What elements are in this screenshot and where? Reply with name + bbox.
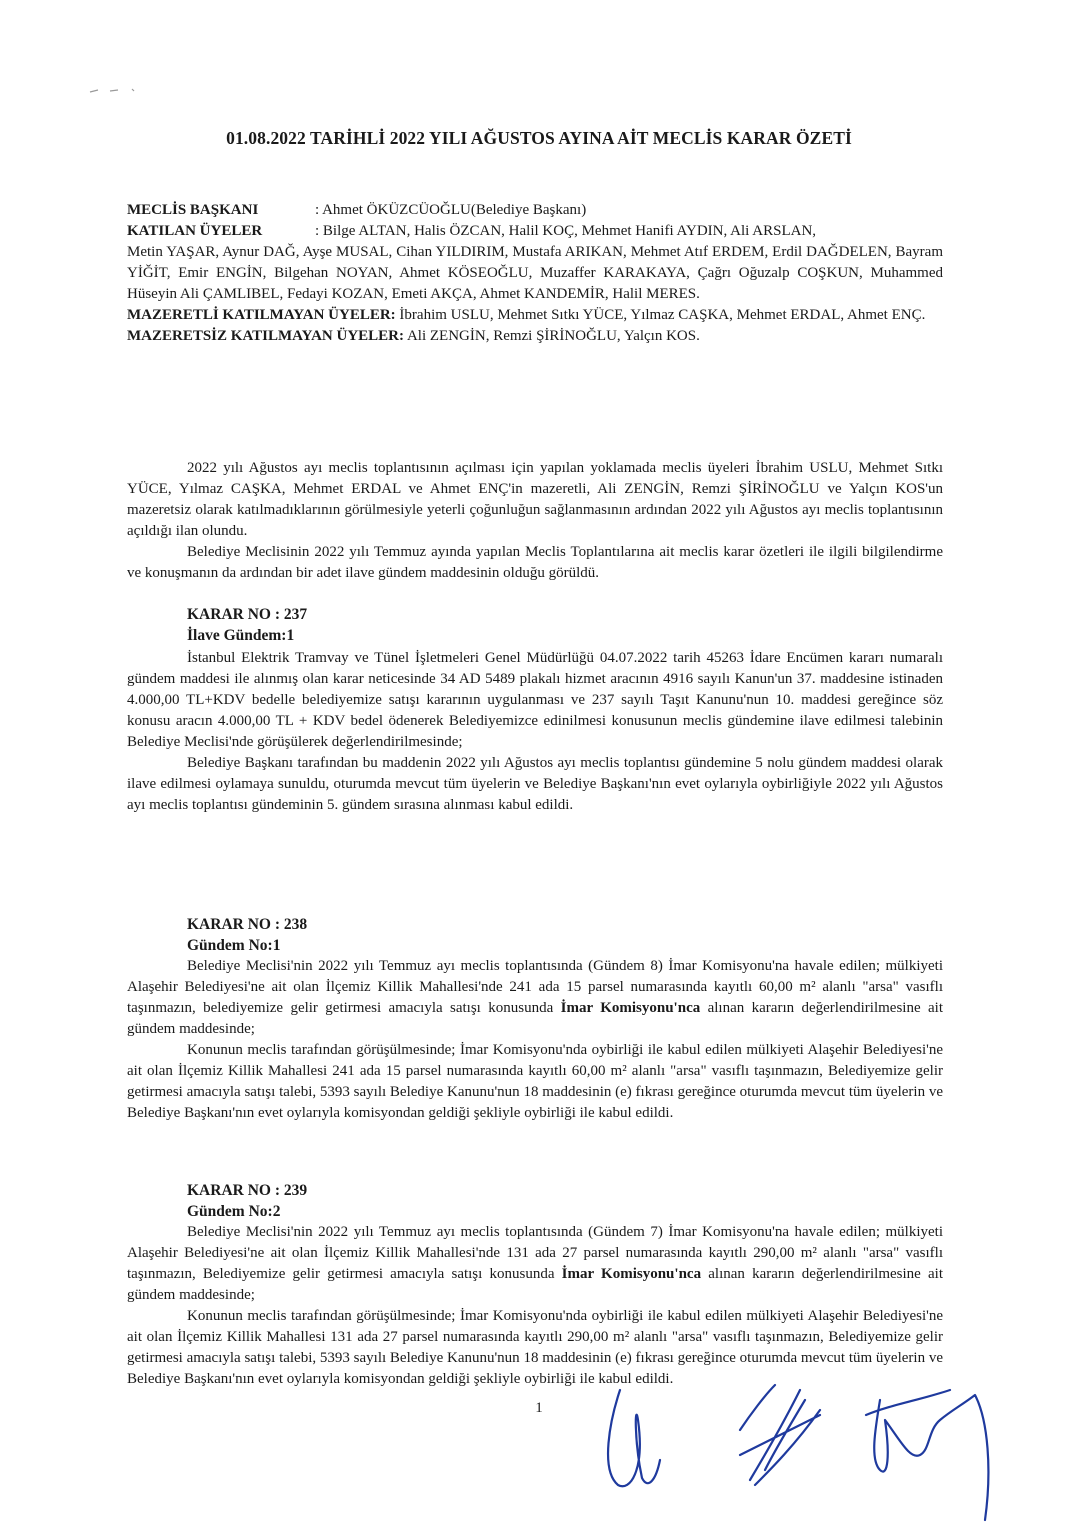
decision-text: alınan kararın değerlendirilmesine ait gündem maddesinde; xyxy=(127,1000,943,1037)
katilan-label: KATILAN ÜYELER xyxy=(127,223,263,239)
decision-paragraph: Belediye Başkanı tarafından bu maddenin 2022 yılı Ağustos ayı meclis toplantısı gündemine 5 nolu gündem maddesi olarak ilave edilmesi oylamaya sunuldu, oturumda mevcut tüm üyelerin ve Belediye Başkanı'nın evet oylarıyla oybirliğiyle 2022 yılı Ağustos ayı meclis toplantısı gündeminin 5. gündem sırasına alınması kabul edildi. xyxy=(127,755,943,813)
decision-paragraph xyxy=(127,1222,943,1306)
decision-number: KARAR NO : 238 xyxy=(187,916,308,933)
handwritten-signatures xyxy=(590,1360,1010,1528)
intro-paragraph: 2022 yılı Ağustos ayı meclis toplantısının açılması için yapılan yoklamada meclis üyeleri İbrahim USLU, Mehmet Sıtkı YÜCE, Yılmaz CAŞKA, Mehmet ERDAL ve Ahmet ENÇ'in mazeretli, Ali ZENGİN, Remzi ŞİRİNOĞLU ve Yalçın KOS'un mazeretsiz olarak katılmadıklarının görülmesiyle yeterli çoğunluğun sağlanmasının ardından 2022 yılı Ağustos ayı meclis toplantısının açıldığı ilan olundu. xyxy=(127,460,943,539)
decision-number: KARAR NO : 237 xyxy=(187,606,308,623)
katilan-continuation: Metin YAŞAR, Aynur DAĞ, Ayşe MUSAL, Cihan YILDIRIM, Mustafa ARIKAN, Mehmet Atıf ERDEM, Erdil DAĞDELEN, Bayram YİĞİT, Emir ENGİN, Bilgehan NOYAN, Ahmet KÖSEOĞLU, Muzaffer KARAKAYA, Çağrı Oğuzalp COŞKUN, Muhammed Hüseyin Ali ÇAMLIBEL, Fedayi KOZAN, Emeti AKÇA, Ahmet KANDEMİR, Halil MERES. xyxy=(127,244,943,302)
decision-paragraph: Konunun meclis tarafından görüşülmesinde; İmar Komisyonu'nda oybirliği ile kabul edilen mülkiyeti Alaşehir Belediyesi'ne ait olan İlçemiz Killik Mahallesi 131 ada 27 parsel numarasında kayıtlı 290,00 m² alanlı "arsa" vasıflı taşınmazın, Belediyemize gelir getirmesi amacıyla satışı talebi, 5393 sayılı Belediye Kanunu'nun 18 maddesinin (e) fıkrası gereğince oturumda mevcut tüm üyelerin ve Belediye Başkanı'nın evet oylarıyla komisyondan geldiği şekliyle oybirliği ile kabul edildi. xyxy=(127,1308,943,1387)
baskan-value: : Ahmet ÖKÜZCÜOĞLU(Belediye Başkanı) xyxy=(315,202,587,218)
page-number: 1 xyxy=(535,1400,543,1416)
baskan-row xyxy=(127,200,943,221)
mazeretsiz-value: Ali ZENGİN, Remzi ŞİRİNOĞLU, Yalçın KOS. xyxy=(406,328,700,344)
decision-number: KARAR NO : 239 xyxy=(187,1182,308,1199)
signature-2 xyxy=(740,1385,820,1485)
decision-agenda: İlave Gündem:1 xyxy=(187,627,295,644)
decision-text: Belediye Meclisi'nin 2022 yılı Temmuz ayı meclis toplantısında (Gündem 8) İmar Komisyonu'na havale edilen; mülkiyeti Alaşehir Belediyesi'ne ait olan İlçemiz Killik Mahallesi'nde 241 ada 15 parsel numarasında kayıtlı 60,00 m² alanlı "arsa" vasıflı taşınmazın, belediyemize gelir getirmesi amacıyla satışı konusunda xyxy=(127,958,943,1016)
mazeretsiz-label: MAZERETSİZ KATILMAYAN ÜYELER: xyxy=(127,328,405,344)
signature-1 xyxy=(608,1390,660,1486)
decision-237-body xyxy=(127,648,943,816)
document-title: 01.08.2022 TARİHLİ 2022 YILI AĞUSTOS AYINA AİT MECLİS KARAR ÖZETİ xyxy=(226,128,852,148)
mazeretsiz-row xyxy=(127,326,943,347)
intro-paragraph: Belediye Meclisinin 2022 yılı Temmuz ayında yapılan Meclis Toplantılarına ait meclis karar özetleri ile ilgili bilgilendirme ve konuşmanın da ardından bir adet ilave gündem maddesinin olduğu görüldü. xyxy=(127,544,943,581)
decision-agenda: Gündem No:2 xyxy=(187,1203,281,1220)
katilan-value: : Bilge ALTAN, Halis ÖZCAN, Halil KOÇ, Mehmet Hanifi AYDIN, Ali ARSLAN, xyxy=(315,223,817,239)
decision-bold-text: İmar Komisyonu'nca xyxy=(561,1266,702,1282)
decision-agenda: Gündem No:1 xyxy=(187,937,281,954)
attendance-header xyxy=(127,200,943,347)
decision-paragraph: Konunun meclis tarafından görüşülmesinde; İmar Komisyonu'nda oybirliği ile kabul edilen mülkiyeti Alaşehir Belediyesi'ne ait olan İlçemiz Killik Mahallesi 241 ada 15 parsel numarasında kayıtlı 60,00 m² alanlı "arsa" vasıflı taşınmazın, Belediyemize gelir getirmesi amacıyla satışı talebi, 5393 sayılı Belediye Kanunu'nun 18 maddesinin (e) fıkrası gereğince oturumda mevcut tüm üyelerin ve Belediye Başkanı'nın evet oylarıyla komisyondan geldiği şekliyle oybirliği ile kabul edildi. xyxy=(127,1042,943,1121)
intro-section xyxy=(127,458,943,584)
decision-paragraph xyxy=(127,956,943,1040)
decision-paragraph: İstanbul Elektrik Tramvay ve Tünel İşletmeleri Genel Müdürlüğü 04.07.2022 tarih 45263 İdare Encümen kararı numaralı gündem maddesi ile alınmış olan karar neticesinde 34 AD 5489 plakalı hizmet aracının 4916 sayılı Kanun'un 37. maddesine istinaden 4.000,00 TL+KDV bedelle belediyemize satışı kararının uygulanması ve 237 sayılı Taşıt Kanunu'nun 10. maddesi gereğince söz konusu aracın 4.000,00 TL + KDV bedel ödenerek Belediyemizce edinilmesi konusunun meclis gündemine ilave edilmesi talebinin Belediye Meclisi'nde görüşülerek değerlendirilmesinde; xyxy=(127,650,943,750)
signature-3 xyxy=(874,1395,988,1520)
decision-text: alınan kararın değerlendirilmesine ait gündem maddesinde; xyxy=(127,1266,943,1303)
baskan-label: MECLİS BAŞKANI xyxy=(127,202,259,218)
decision-238-body xyxy=(127,956,943,1124)
decision-text: Belediye Meclisi'nin 2022 yılı Temmuz ayı meclis toplantısında (Gündem 7) İmar Komisyonu'na havale edilen; mülkiyeti Alaşehir Belediyesi'ne ait olan İlçemiz Killik Mahallesi'nde 131 ada 27 parsel numarasında kayıtlı 290,00 m² alanlı "arsa" vasıflı taşınmazın, Belediyemize gelir getirmesi amacıyla satışı konusunda xyxy=(127,1224,943,1282)
mazeretli-row xyxy=(127,305,943,326)
decision-bold-text: İmar Komisyonu'nca xyxy=(560,1000,701,1016)
scan-speck-mark xyxy=(88,86,138,94)
katilan-row xyxy=(127,221,943,242)
mazeretli-label: MAZERETLİ KATILMAYAN ÜYELER: xyxy=(127,307,396,323)
mazeretli-value: İbrahim USLU, Mehmet Sıtkı YÜCE, Yılmaz CAŞKA, Mehmet ERDAL, Ahmet ENÇ. xyxy=(399,307,926,323)
